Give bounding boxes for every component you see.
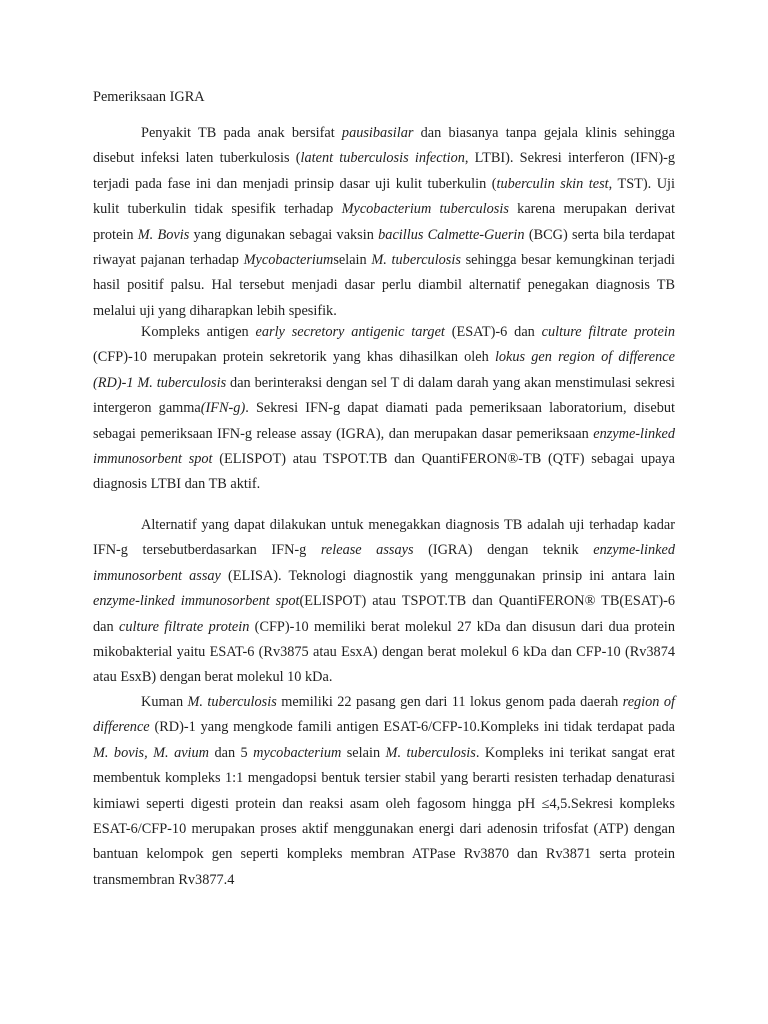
text-run: dan biasanya tanpa gejala klinis sehingga disebut infeksi laten tuberkulosis ( xyxy=(93,125,675,167)
text-run: (ELISA). Teknologi diagnostik yang menggunakan prinsip ini antara lain xyxy=(220,567,675,584)
italic-text-run: M. tuberculosis xyxy=(385,744,476,761)
italic-text-run: bacillus Calmette-Guerin xyxy=(378,226,525,243)
text-run: (ELISPOT) atau TSPOT.TB dan QuantiFERON® TB(ESAT)-6 dan xyxy=(93,593,675,635)
italic-text-run: Mycobacterium xyxy=(243,252,334,269)
text-run: Kuman xyxy=(141,694,188,710)
text-run: sehingga besar kemungkinan terjadi hasil positif palsu. Hal tersebut menjadi dasar perlu diambil alternatif penegakan diagnosis TB melalui uji yang diharapkan lebih spesifik. xyxy=(93,252,676,319)
italic-text-run: M. tuberculosis xyxy=(371,252,461,269)
text-run: dan berinteraksi dengan sel T di dalam darah yang akan menstimulasi sekresi intergeron gamma xyxy=(93,374,675,417)
italic-text-run: latent tuberculosis infection xyxy=(300,150,465,167)
italic-text-run: early secretory antigenic target xyxy=(255,324,445,340)
italic-text-run: culture filtrate protein xyxy=(541,324,675,340)
text-run: (IGRA) dengan teknik xyxy=(413,542,594,559)
text-run: . Kompleks ini terikat sangat erat membentuk kompleks 1:1 mengadopsi bentuk tersier stabil yang berarti resisten terhadap denaturasi kimiawi seperti digesti protein dan reaksi asam oleh fagosom hingga pH ≤4,5.Sekresi kompleks ESAT-6/CFP-10 merupakan proses aktif menggunakan energi dari adenosin trifosfat (ATP) dengan bantuan kelompok gen seperti kompleks membran ATPase Rv3870 dan Rv3871 serta protein transmembran Rv3877.4 xyxy=(93,744,675,888)
italic-text-run: pausibasilar xyxy=(341,125,414,141)
text-run: , LTBI). Sekresi interferon (IFN)-g terjadi pada fase ini dan menjadi prinsip dasar uji kulit tuberkulin ( xyxy=(93,150,675,192)
text-run: (RD)-1 yang mengkode famili antigen ESAT-6/CFP-10.Kompleks ini tidak terdapat pada xyxy=(149,719,675,736)
italic-text-run: Mycobacterium tuberculosis xyxy=(341,201,509,218)
italic-text-run: mycobacterium xyxy=(253,744,342,761)
text-run: Alternatif yang dapat dilakukan untuk menegakkan diagnosis TB adalah uji terhadap kadar IFN-g tersebutberdasarkan IFN-g xyxy=(93,517,675,559)
italic-text-run: culture filtrate protein xyxy=(119,618,250,635)
text-run: (CFP)-10 memiliki berat molekul 27 kDa dan disusun dari dua protein mikobakterial yaitu ESAT-6 (Rv3875 atau EsxA) dengan berat molekul 6 kDa dan CFP-10 (Rv3874 atau EsxB) dengan berat molekul 10 kDa. xyxy=(93,618,675,686)
text-run: , TST). Uji kulit tuberkulin tidak spesifik terhadap xyxy=(93,175,675,218)
italic-text-run: lokus gen region of difference (RD)-1 M. tuberculosis xyxy=(93,349,675,391)
document-title: Pemeriksaan IGRA xyxy=(93,89,205,105)
text-run: memiliki 22 pasang gen dari 11 lokus genom pada daerah xyxy=(276,694,623,710)
text-run: selain xyxy=(333,252,372,269)
text-run: selain xyxy=(341,744,386,761)
text-run: dan 5 xyxy=(209,744,254,761)
text-run: . Sekresi IFN-g dapat diamati pada pemeriksaan laboratorium, disebut sebagai pemeriksaan IFN-g release assay (IGRA), dan merupakan dasar pemeriksaan xyxy=(93,400,675,442)
italic-text-run: release assays xyxy=(320,542,414,559)
italic-text-run: enzyme-linked immunosorbent spot xyxy=(93,593,300,610)
italic-text-run: tuberculin skin test xyxy=(496,175,609,192)
text-run: yang digunakan sebagai vaksin xyxy=(189,226,379,243)
paragraph-3 xyxy=(93,513,675,691)
italic-text-run: M. tuberculosis xyxy=(187,694,277,710)
text-run: karena merupakan derivat protein xyxy=(93,201,675,243)
italic-text-run: M. bovis, M. avium xyxy=(93,744,210,761)
italic-text-run: M. Bovis xyxy=(137,226,190,243)
italic-text-run: enzyme-linked immunosorbent spot xyxy=(93,425,675,468)
text-run: (BCG) serta bila terdapat riwayat pajanan terhadap xyxy=(93,226,675,269)
paragraph-4 xyxy=(93,690,675,893)
text-run: Penyakit TB pada anak bersifat xyxy=(141,125,342,141)
text-run: (CFP)-10 merupakan protein sekretorik yang khas dihasilkan oleh xyxy=(93,349,495,366)
italic-text-run: enzyme-linked immunosorbent assay xyxy=(93,542,675,584)
paragraph-1 xyxy=(93,121,675,324)
text-run: (ESAT)-6 dan xyxy=(444,324,542,340)
text-run: (ELISPOT) atau TSPOT.TB dan QuantiFERON®-TB (QTF) sebagai upaya diagnosis LTBI dan TB aktif. xyxy=(93,451,675,493)
text-run: Kompleks antigen xyxy=(141,324,256,340)
italic-text-run: region of difference xyxy=(93,694,675,736)
paragraph-2 xyxy=(93,320,675,498)
italic-text-run: (IFN-g) xyxy=(200,400,246,417)
